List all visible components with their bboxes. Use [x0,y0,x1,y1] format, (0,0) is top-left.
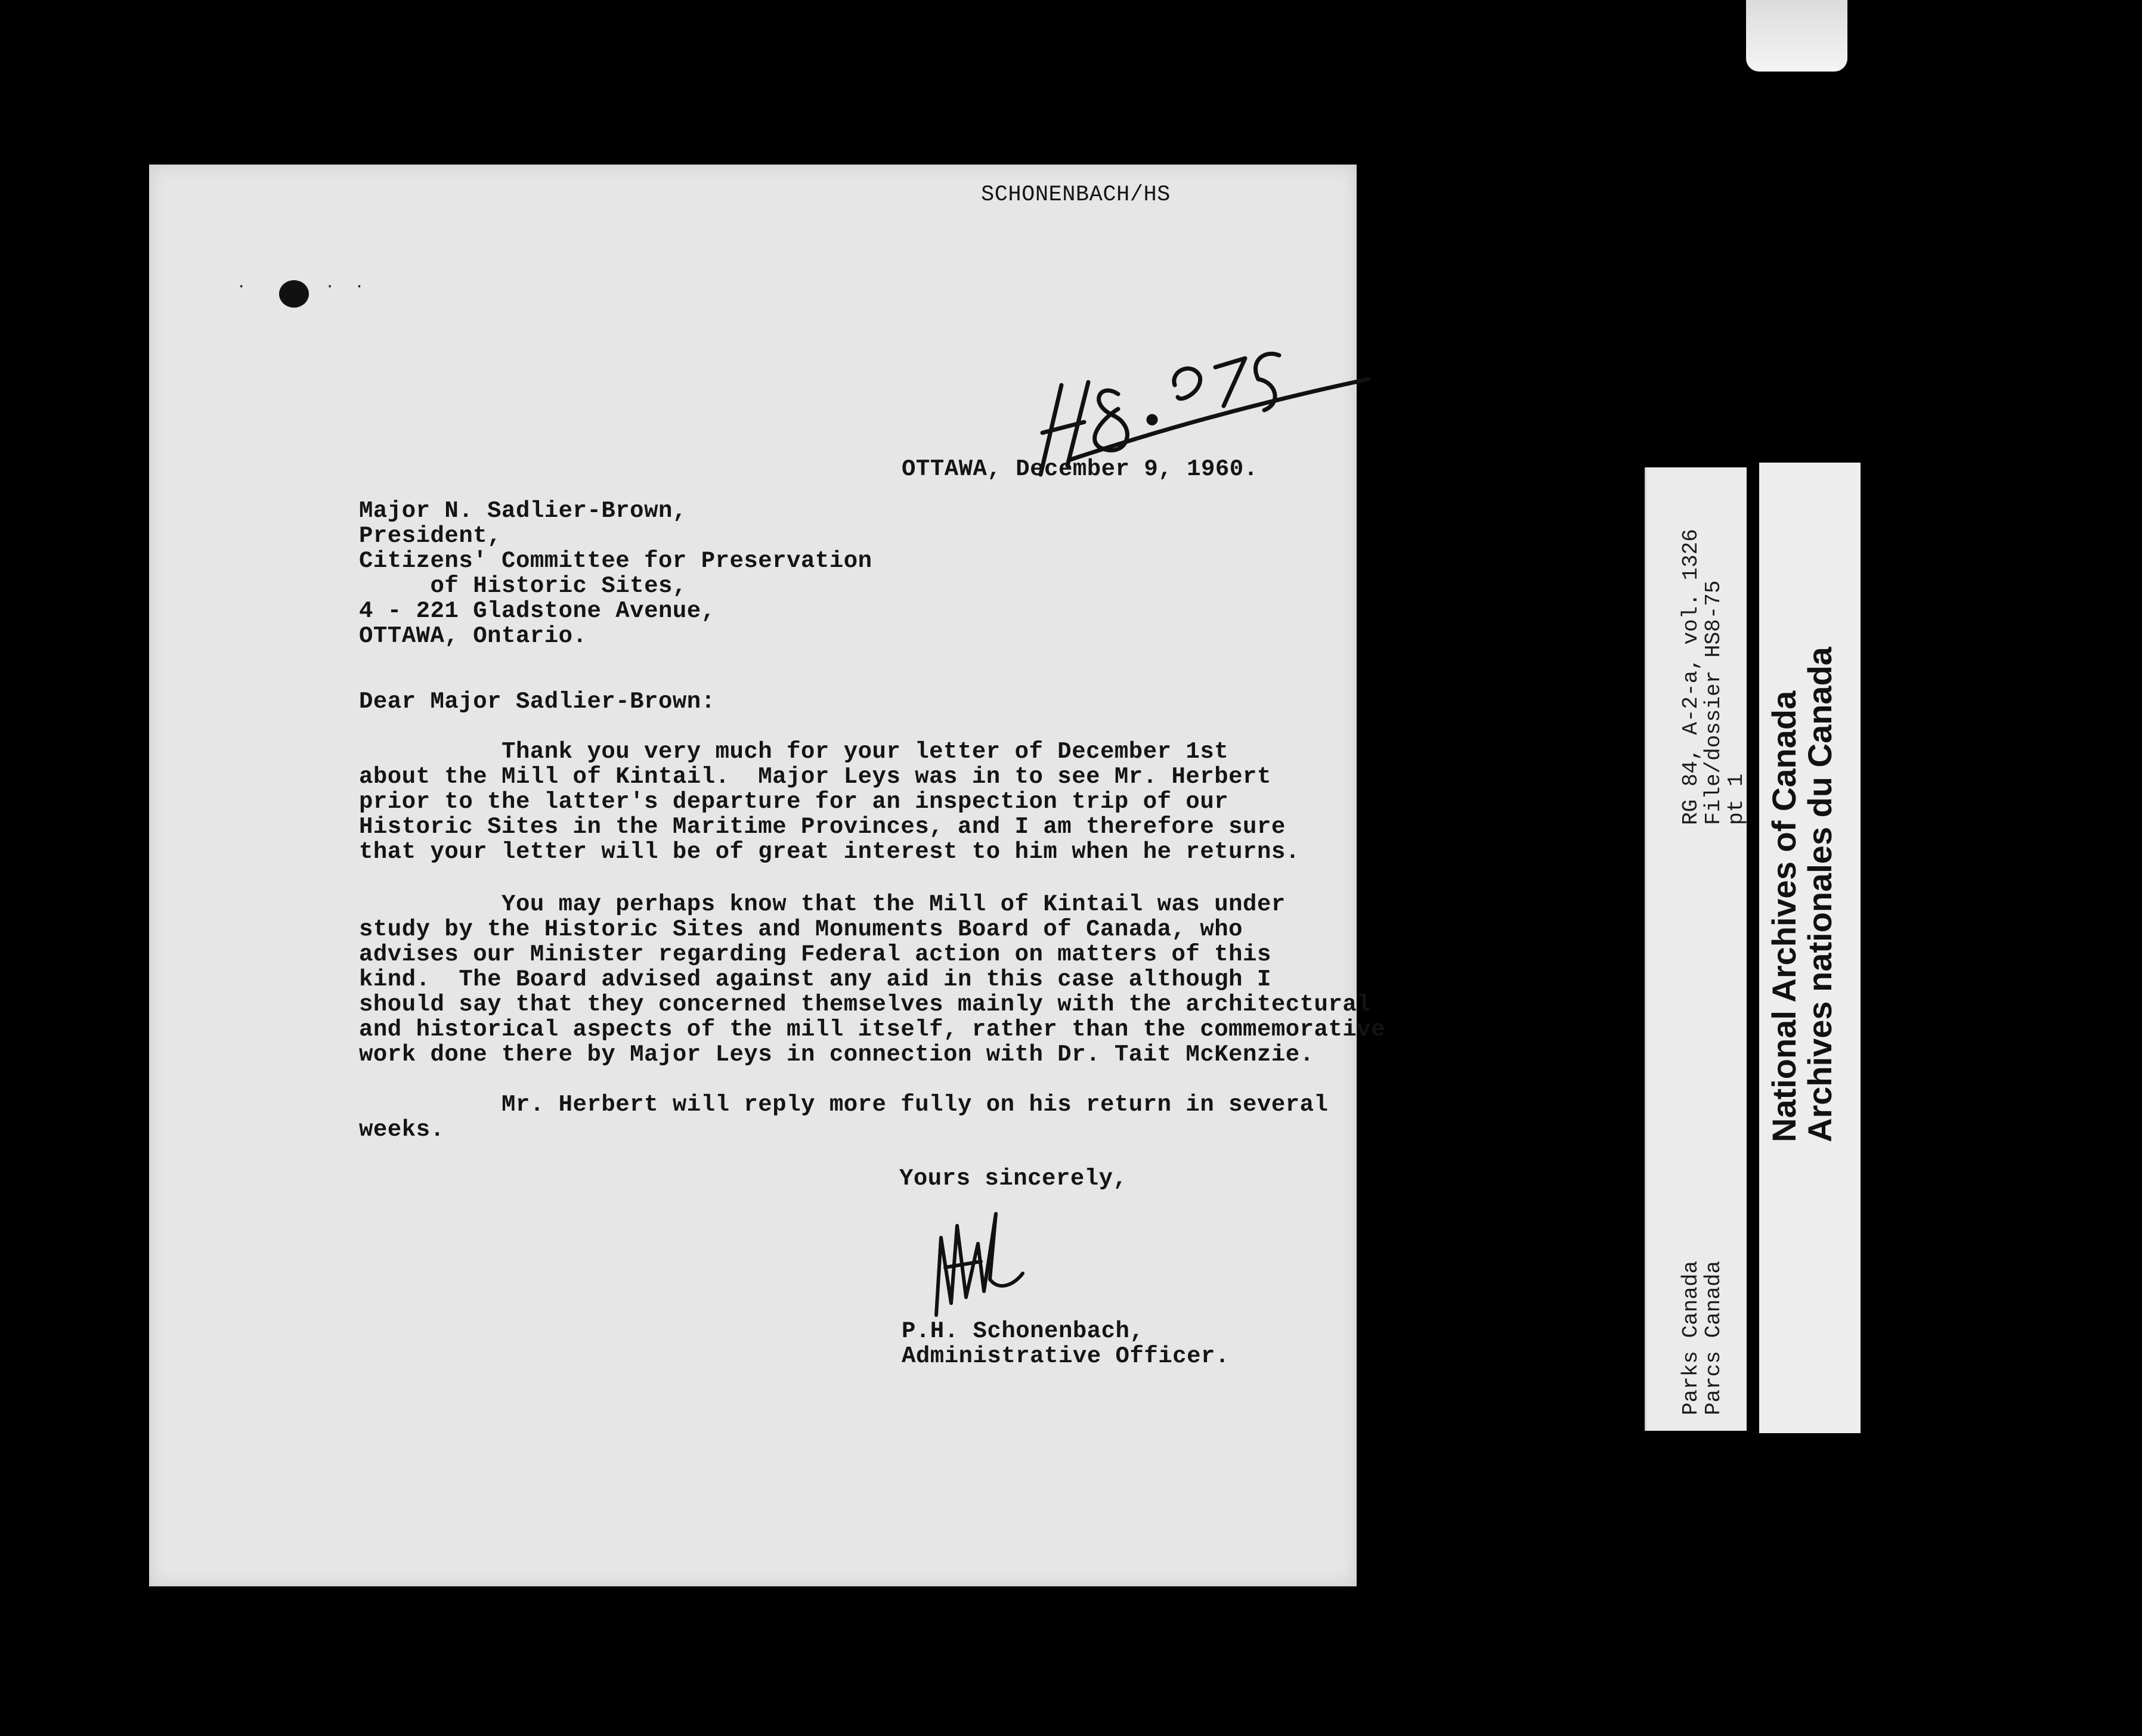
signature [924,1202,1032,1321]
label-reference-line-2: File/dossier HS8-75 [1701,580,1726,825]
label-agency-en: Parks Canada [1679,1260,1703,1415]
paragraph-2-line-7: work done there by Major Leys in connection with Dr. Tait McKenzie. [359,1041,1314,1068]
address-line-6: OTTAWA, Ontario. [359,623,587,649]
label-reference-line-1: RG 84, A-2-a, vol. 1326 [1679,529,1703,825]
paragraph-1-line-2: about the Mill of Kintail. Major Leys was in to see Mr. Herbert [359,764,1271,790]
paragraph-2-line-5: should say that they concerned themselves mainly with the architectural [359,991,1372,1018]
paragraph-1-line-1: Thank you very much for your letter of December 1st [359,739,1229,765]
film-frame-tab [1746,0,1847,72]
signatory-name: P.H. Schonenbach, [902,1318,1144,1344]
address-line-4: of Historic Sites, [359,573,687,599]
address-line-3: Citizens' Committee for Preservation [359,548,872,574]
paragraph-3-line-1: Mr. Herbert will reply more fully on his return in several [359,1092,1329,1118]
reference-initials: SCHONENBACH/HS [981,182,1171,207]
label-agency-fr: Parcs Canada [1701,1260,1726,1415]
signatory-title: Administrative Officer. [902,1343,1230,1369]
closing: Yours sincerely, [899,1165,1128,1192]
dateline: OTTAWA, December 9, 1960. [902,456,1258,482]
paragraph-1-line-3: prior to the latter's departure for an inspection trip of our [359,789,1229,815]
paragraph-2-line-4: kind. The Board advised against any aid in this case although I [359,966,1271,993]
paragraph-1-line-5: that your letter will be of great interest to him when he returns. [359,839,1300,865]
address-line-1: Major N. Sadlier-Brown, [359,498,687,524]
paragraph-2-line-1: You may perhaps know that the Mill of Kintail was under [359,891,1286,917]
handwritten-file-number [1014,254,1372,480]
paragraph-3-line-2: weeks. [359,1117,445,1143]
archive-label-card [1759,463,1861,1433]
paragraph-2-line-2: study by the Historic Sites and Monuments Board of Canada, who [359,916,1243,943]
letter-page [149,165,1386,1586]
address-line-2: President, [359,523,502,549]
reference-label-card [1645,467,1747,1431]
paragraph-2-line-3: advises our Minister regarding Federal action on matters of this [359,941,1271,968]
paragraph-2-line-6: and historical aspects of the mill itself, rather than the commemorative [359,1016,1386,1043]
address-line-5: 4 - 221 Gladstone Avenue, [359,598,716,624]
label-reference-line-3: pt 1 [1724,773,1748,825]
specks: . .. [239,269,386,292]
paragraph-1-line-4: Historic Sites in the Maritime Provinces, and I am therefore sure [359,814,1286,840]
label-archive-en: National Archives of Canada [1765,690,1803,1142]
label-archive-fr: Archives nationales du Canada [1801,647,1838,1142]
salutation: Dear Major Sadlier-Brown: [359,689,716,715]
